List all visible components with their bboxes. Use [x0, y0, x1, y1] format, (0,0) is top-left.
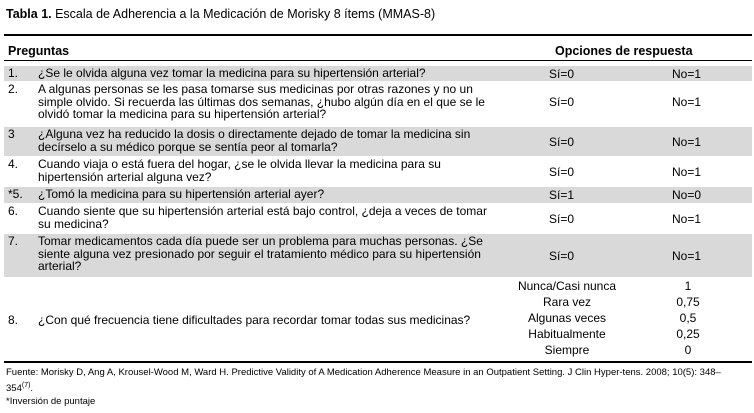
table-row	[4, 66, 752, 81]
header-rule	[4, 60, 752, 61]
question-number: 6.	[8, 204, 19, 218]
no-option: No=1	[672, 249, 702, 263]
question-8-row	[4, 279, 752, 359]
yes-option: Sí=0	[549, 67, 575, 81]
yes-option: Sí=0	[549, 212, 575, 226]
frequency-option-label: Habitualmente	[528, 327, 606, 341]
frequency-option-label: Algunas veces	[527, 311, 607, 325]
frequency-option-label: Rara vez	[542, 295, 592, 309]
yes-option: Sí=0	[549, 95, 575, 109]
question-text: Cuando viaja o está fuera del hogar, ¿se le olvida llevar la medicina para su hipertensión arterial alguna vez?	[38, 157, 441, 184]
table-row	[4, 234, 752, 277]
question-number: 7.	[8, 234, 19, 248]
source-ref-tail: .	[30, 382, 34, 394]
question-text: ¿Con qué frecuencia tiene dificultades para recordar tomar todas sus medicinas?	[38, 313, 471, 327]
frequency-option-label: Nunca/Casi nunca	[517, 279, 617, 293]
bottom-rule	[4, 361, 752, 363]
reversal-note: *Inversión de puntaje	[6, 396, 96, 407]
yes-option: Sí=1	[549, 188, 575, 202]
question-number: *5.	[8, 187, 23, 201]
caption-text: Escala de Adherencia a la Medicación de Morisky 8 ítems (MMAS-8)	[51, 7, 436, 21]
yes-option: Sí=0	[549, 135, 575, 149]
frequency-option-label: Siempre	[544, 343, 590, 357]
frequency-option-value: 0,75	[676, 295, 700, 309]
table-caption	[6, 7, 435, 21]
source-ref: (7)	[21, 381, 31, 389]
question-text: Cuando siente que su hipertensión arterial está bajo control, ¿deja a veces de tomar su medicina?	[38, 204, 487, 231]
no-option: No=0	[672, 188, 702, 202]
question-number: 1.	[8, 66, 19, 80]
question-text: ¿Alguna vez ha reducido la dosis o directamente dejado de tomar la medicina sin decírselo a su médico porque se sentía peor al tomarla?	[38, 127, 471, 154]
frequency-option-value: 0,5	[679, 311, 697, 325]
question-number: 3	[8, 127, 15, 141]
question-number: 2.	[8, 82, 19, 96]
yes-option: Sí=0	[549, 249, 575, 263]
question-text: Tomar medicamentos cada día puede ser un problema para muchas personas. ¿Se siente alguna vez presionado por seguir el tratamiento médico para su hipertensión arterial?	[38, 234, 483, 273]
no-option: No=1	[672, 67, 702, 81]
no-option: No=1	[672, 95, 702, 109]
question-text: ¿Se le olvida alguna vez tomar la medicina para su hipertensión arterial?	[38, 66, 426, 80]
table-row	[4, 127, 752, 156]
header-questions: Preguntas	[8, 44, 70, 58]
frequency-option-value: 0	[684, 343, 692, 357]
no-option: No=1	[672, 135, 702, 149]
caption-label: Tabla 1.	[6, 7, 52, 21]
table-row	[4, 187, 752, 203]
header-options: Opciones de respuesta	[555, 44, 693, 58]
question-text: A algunas personas se les pasa tomarse sus medicinas por otras razones y no un simple olvido. Si recuerda las últimas dos semanas, ¿hubo algún día en el que se le olvidó tomar la medicina para su hipertensión arterial?	[38, 82, 485, 121]
question-number: 8.	[8, 313, 19, 327]
source-text: Fuente: Morisky D, Ang A, Krousel-Wood M, Ward H. Predictive Validity of A Medication Adherence Measure in an Outpatient Setting. J Clin Hyper-tens. 2008; 10(5): 348–354	[6, 367, 721, 394]
question-text: ¿Tomó la medicina para su hipertensión arterial ayer?	[38, 187, 325, 201]
table-row	[4, 82, 752, 122]
table-row	[4, 204, 752, 233]
source-note	[6, 367, 746, 395]
frequency-option-value: 1	[684, 279, 692, 293]
yes-option: Sí=0	[549, 165, 575, 179]
question-number: 4.	[8, 157, 19, 171]
frequency-option-value: 0,25	[676, 327, 700, 341]
no-option: No=1	[672, 212, 702, 226]
top-rule	[4, 34, 752, 36]
table-row	[4, 157, 752, 186]
no-option: No=1	[672, 165, 702, 179]
